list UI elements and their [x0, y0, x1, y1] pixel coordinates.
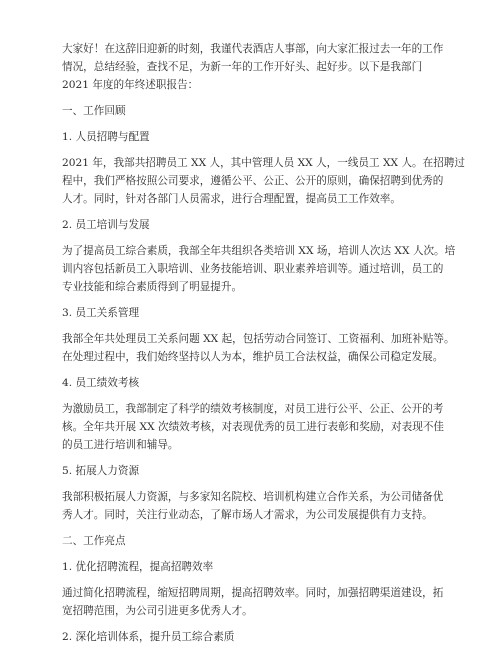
body-line: 程中，我们严格按照公司要求，遵循公平、公正、公开的原则，确保招聘到优秀的: [62, 175, 444, 187]
body-line: 核。全年共开展 XX 次绩效考核，对表现优秀的员工进行表彰和奖励，对表现不佳: [62, 421, 445, 433]
body-line: 人才。同时，针对各部门人员需求，进行合理配置，提高员工工作效率。: [62, 193, 401, 205]
body-line: 为激励员工，我部制定了科学的绩效考核制度，对员工进行公平、公正、公开的考: [62, 403, 444, 415]
body-line: 在处理过程中，我们始终坚持以人为本，维护员工合法权益，确保公司稳定发展。: [62, 351, 444, 363]
subheading-performance: 4. 员工绩效考核: [62, 377, 140, 389]
subheading-recruitment: 1. 人员招聘与配置: [62, 131, 150, 143]
subheading-hr-expansion: 5. 拓展人力资源: [62, 465, 140, 477]
section-heading-highlights: 二、工作亮点: [62, 535, 126, 547]
paragraph-training: [62, 242, 456, 296]
subheading-training: 2. 员工培训与发展: [62, 219, 150, 231]
intro-line: 大家好！在这辞旧迎新的时刻，我谨代表酒店人事部，向大家汇报过去一年的工作: [62, 43, 444, 55]
paragraph-recruitment: [62, 154, 465, 208]
paragraph-performance: [62, 400, 445, 454]
document-page: [62, 40, 465, 654]
subheading-training-system: 2. 深化培训体系，提升员工综合素质: [62, 631, 235, 643]
intro-line: 2021 年度的年终述职报告：: [62, 79, 199, 91]
body-line: 训内容包括新员工入职培训、业务技能培训、职业素养培训等。通过培训，员工的: [62, 263, 444, 275]
body-line: 我部全年共处理员工关系问题 XX 起，包括劳动合同签订、工资福利、加班补贴等。: [62, 333, 455, 345]
body-line: 专业技能和综合素质得到了明显提升。: [62, 281, 243, 293]
paragraph-optimize-recruitment: [62, 584, 442, 620]
body-line: 通过简化招聘流程，缩短招聘周期，提高招聘效率。同时，加强招聘渠道建设，拓: [62, 587, 444, 599]
intro-line: 情况，总结经验，查找不足，为新一年的工作开好头、起好步。以下是我部门: [62, 61, 423, 73]
paragraph-employee-relations: [62, 330, 455, 366]
intro-paragraph: [62, 40, 442, 94]
body-line: 为了提高员工综合素质，我部全年共组织各类培训 XX 场，培训人次达 XX 人次。培: [62, 245, 456, 257]
body-line: 2021 年，我部共招聘员工 XX 人，其中管理人员 XX 人，一线员工 XX 人。在招聘过: [62, 157, 465, 169]
subheading-employee-relations: 3. 员工关系管理: [62, 307, 140, 319]
section-heading-work-review: 一、工作回顾: [62, 105, 126, 117]
body-line: 的员工进行培训和辅导。: [62, 439, 179, 451]
body-line: 我部积极拓展人力资源，与多家知名院校、培训机构建立合作关系，为公司储备优: [62, 491, 444, 503]
body-line: 宽招聘范围，为公司引进更多优秀人才。: [62, 605, 253, 617]
body-line: 秀人才。同时，关注行业动态，了解市场人才需求，为公司发展提供有力支持。: [62, 509, 433, 521]
subheading-optimize-recruitment: 1. 优化招聘流程，提高招聘效率: [62, 561, 214, 573]
paragraph-hr-expansion: [62, 488, 442, 524]
